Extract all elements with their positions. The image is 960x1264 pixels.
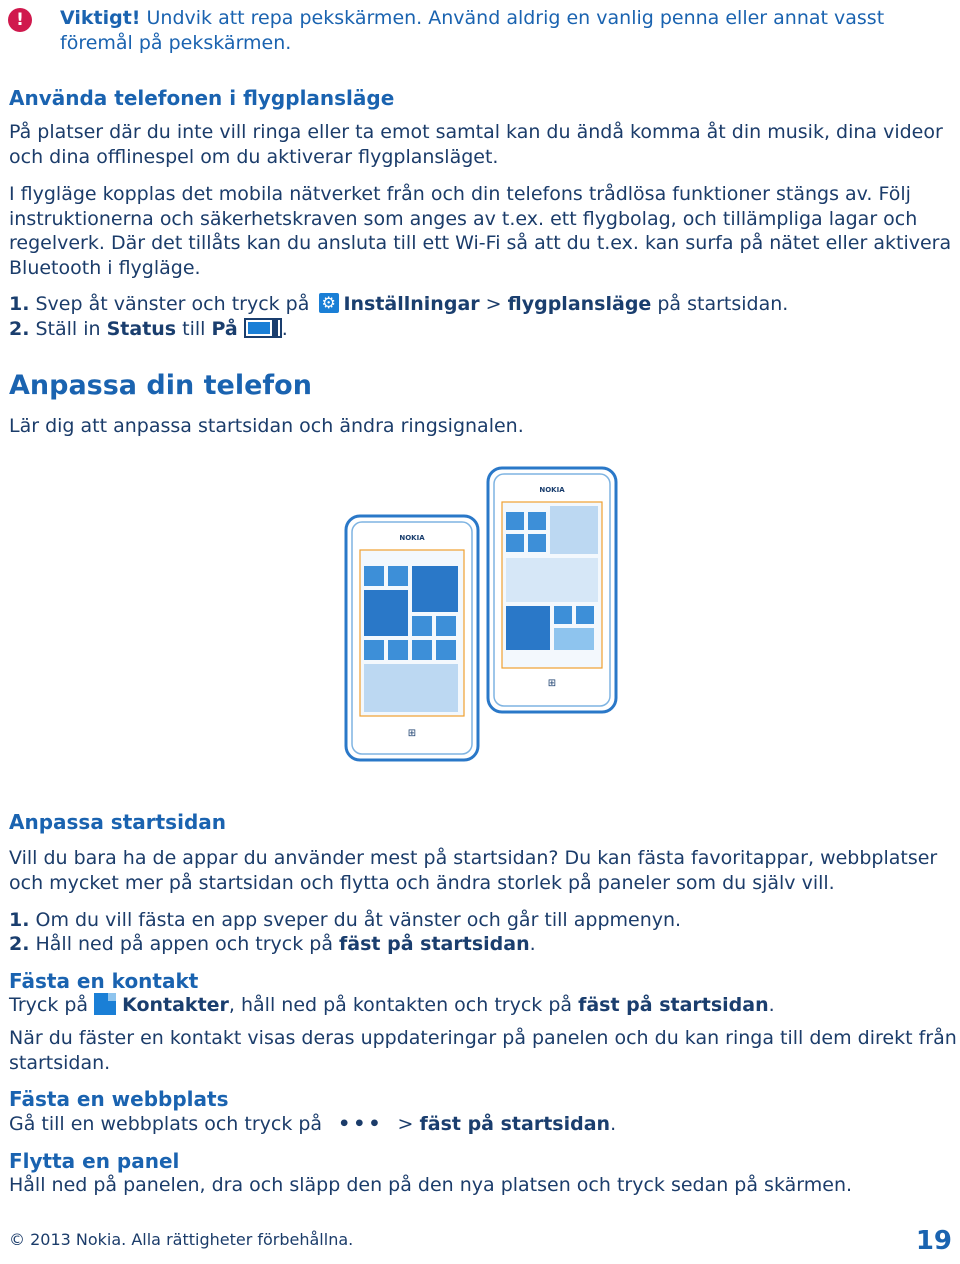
- section-title: Anpassa din telefon: [9, 370, 312, 401]
- step-number: 1.: [9, 909, 30, 931]
- line-end: .: [768, 994, 775, 1016]
- page-number: 19: [915, 1226, 952, 1256]
- line-end: .: [610, 1113, 617, 1135]
- pin-web-heading: Fästa en webbplats: [9, 1087, 229, 1111]
- warning-icon: !: [8, 8, 32, 32]
- flight-step-2: [9, 317, 954, 342]
- warning-label: Viktigt!: [60, 7, 141, 29]
- step-text: Om du vill fästa en app sveper du åt vänster och går till appmenyn.: [29, 909, 682, 931]
- startscreen-step-1: [9, 908, 954, 933]
- line-text: Gå till en webbplats och tryck på: [9, 1113, 323, 1135]
- phone-brand: NOKIA: [539, 486, 565, 494]
- step-number: 2.: [9, 318, 30, 340]
- step-text: Håll ned på appen och tryck på: [29, 933, 340, 955]
- flight-mode-label: flygplansläge: [507, 293, 652, 315]
- step-end: .: [281, 318, 288, 340]
- step-text: Svep åt vänster och tryck på: [29, 293, 316, 315]
- line-text-mid: , håll ned på kontakten och tryck på: [228, 994, 579, 1016]
- section-subtitle: Lär dig att anpassa startsidan och ändra ringsignalen.: [9, 415, 524, 437]
- flight-step-1: [9, 292, 954, 317]
- pin-contact-heading: Fästa en kontakt: [9, 969, 199, 993]
- startscreen-step-2: [9, 932, 954, 957]
- step-text-end: på startsidan.: [651, 293, 789, 315]
- pin-label: fäst på startsidan: [578, 994, 769, 1016]
- status-label: Status: [106, 318, 177, 340]
- move-panel-text: Håll ned på panelen, dra och släpp den på den nya platsen och tryck sedan på skärmen.: [9, 1174, 853, 1196]
- pin-label: fäst på startsidan: [339, 933, 530, 955]
- step-end: .: [529, 933, 536, 955]
- phones-illustration: [340, 464, 630, 764]
- flight-paragraph-1: På platser där du inte vill ringa eller ta emot samtal kan du ändå komma åt din musik, dina videor och dina offlinespel om du aktiverar flygplansläget.: [9, 121, 943, 168]
- line-text: Tryck på: [9, 994, 89, 1016]
- pin-contact-line: [9, 993, 954, 1018]
- pin-contact-paragraph: När du fäster en kontakt visas deras uppdateringar på panelen och du kan ringa till dem direkt från startsidan.: [9, 1027, 957, 1074]
- step-number: 1.: [9, 293, 30, 315]
- svg-text:⊞: ⊞: [547, 678, 557, 689]
- contacts-icon: [94, 993, 116, 1015]
- footer-copyright: © 2013 Nokia. Alla rättigheter förbehållna.: [9, 1230, 354, 1249]
- settings-label: Inställningar: [343, 293, 480, 315]
- separator: >: [479, 293, 508, 315]
- toggle-on-icon: [244, 318, 282, 338]
- startscreen-heading: Anpassa startsidan: [9, 810, 226, 834]
- warning-body: Undvik att repa pekskärmen. Använd aldrig en vanlig penna eller annat vasst föremål på pekskärmen.: [60, 7, 885, 54]
- step-text-mid: till: [176, 318, 212, 340]
- step-text: Ställ in: [29, 318, 107, 340]
- step-number: 2.: [9, 933, 30, 955]
- svg-text:⊞: ⊞: [407, 728, 417, 739]
- separator: >: [397, 1113, 420, 1135]
- flight-heading: Använda telefonen i flygplansläge: [9, 86, 395, 110]
- startscreen-paragraph: Vill du bara ha de appar du använder mest på startsidan? Du kan fästa favoritappar, webbplatser och mycket mer på startsidan och flytta och ändra storlek på paneler som du själv vill.: [9, 847, 938, 894]
- pin-web-line: [9, 1112, 954, 1137]
- phone-brand: NOKIA: [399, 534, 425, 542]
- move-panel-heading: Flytta en panel: [9, 1149, 180, 1173]
- settings-icon: [319, 293, 339, 313]
- warning-text: [60, 6, 950, 55]
- phone-right: [488, 468, 616, 712]
- flight-paragraph-2: I flygläge kopplas det mobila nätverket från och din telefons trådlösa funktioner stängs av. Följ instruktionerna och säkerhetskraven som anges av t.ex. ett flygbolag, och tillämpliga lagar och regelverk. Där det tillåts kan du ansluta till ett Wi-Fi så att du t.ex. kan surfa på nätet eller aktivera Bluetooth i flygläge.: [9, 183, 952, 279]
- pin-label: fäst på startsidan: [419, 1113, 611, 1135]
- phone-left: [346, 516, 478, 760]
- more-icon: •••: [338, 1113, 384, 1135]
- on-label: På: [211, 318, 238, 340]
- contacts-label: Kontakter: [122, 994, 229, 1016]
